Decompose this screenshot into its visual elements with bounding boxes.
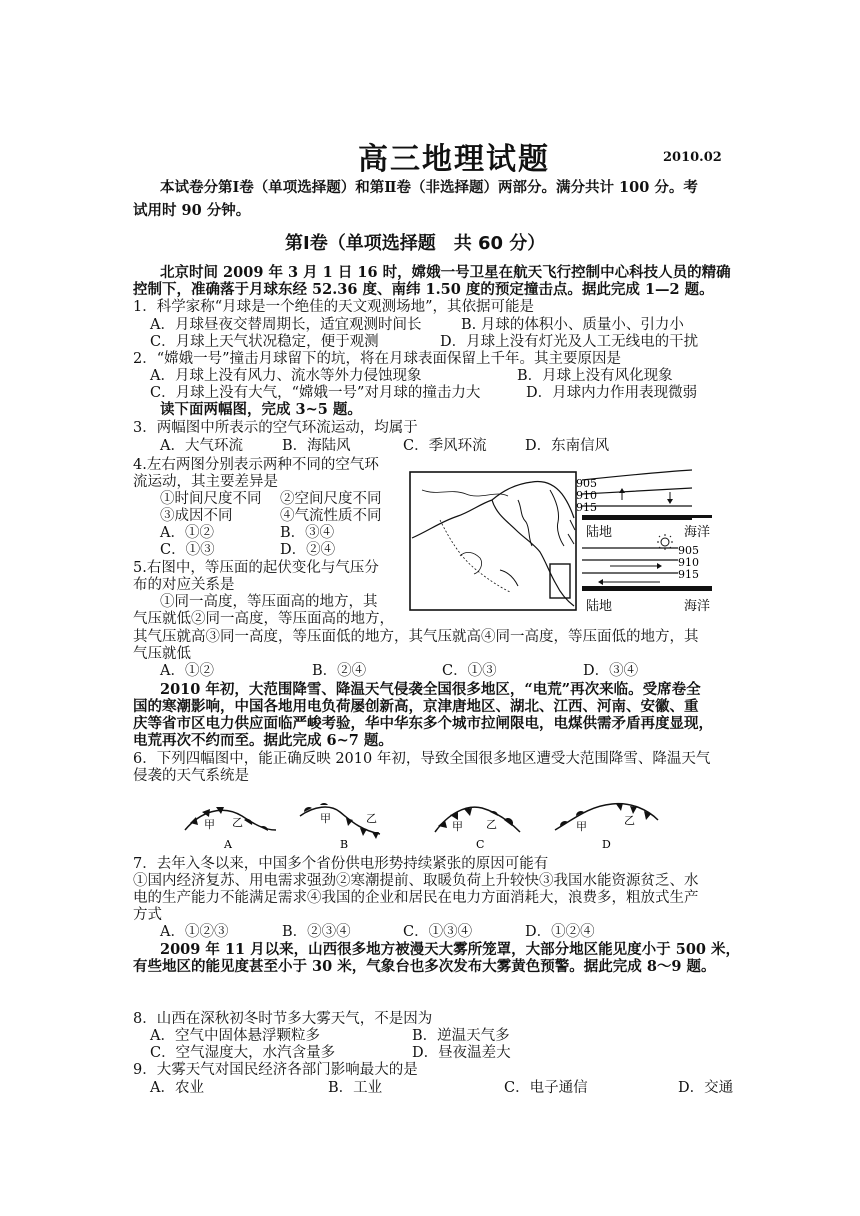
q4-stem-line-2: 流运动，其主要差异是 <box>133 474 278 490</box>
exam-date: 2010.02 <box>663 150 722 165</box>
q8-option-b: B．逆温天气多 <box>412 1028 510 1044</box>
q2-option-b: B．月球上没有风化现象 <box>517 368 673 384</box>
label-yi-a: 乙 <box>232 816 243 829</box>
isobar-top-910: 910 <box>576 489 597 502</box>
q8-stem: 8．山西在深秋初冬时节多大雾天气，不是因为 <box>133 1011 433 1027</box>
q1-stem: 1．科学家称“月球是一个绝佳的天文观测场地”，其依据可能是 <box>133 299 535 315</box>
q2-option-d: D．月球内力作用表现微弱 <box>526 385 698 401</box>
weather-system-c <box>435 807 520 851</box>
label-yi-d: 乙 <box>624 814 635 827</box>
sea-label-bottom: 海洋 <box>684 599 711 614</box>
q8-option-c: C．空气湿度大，水汽含量多 <box>150 1045 336 1061</box>
east-asia-map <box>410 472 576 610</box>
q4-option-a: A．①② <box>160 525 214 541</box>
q8-option-a: A．空气中固体悬浮颗粒多 <box>150 1028 320 1044</box>
q1-option-c: C．月球上天气状况稳定，便于观测 <box>150 334 379 350</box>
q2-option-a: A．月球上没有风力、流水等外力侵蚀现象 <box>150 368 422 384</box>
circulation-figure <box>400 460 740 620</box>
q4-item-3: ③成因不同 <box>160 508 233 524</box>
q5-stem-line-1: 5.右图中，等压面的起伏变化与气压分 <box>133 560 379 576</box>
land-label-bottom: 陆地 <box>586 599 613 614</box>
label-jia-b: 甲 <box>320 812 331 825</box>
q9-option-b: B．工业 <box>328 1080 383 1096</box>
passage-4-line-1: 2009 年 11 月以来，山西很多地方被漫天大雾所笼罩，大部分地区能见度小于 500 米， <box>160 941 741 958</box>
q5-option-b: B．②④ <box>312 663 367 679</box>
label-jia-d: 甲 <box>576 820 587 833</box>
q7-line-1: ①国内经济复苏、用电需求强劲②寒潮提前、取暖负荷上升较快③我国水能资源贫乏、水 <box>133 873 699 889</box>
label-b: B <box>340 838 349 851</box>
isobar-top-915: 915 <box>576 501 597 514</box>
label-jia-c: 甲 <box>452 820 463 833</box>
q7-option-d: D．①②④ <box>525 924 595 940</box>
q5-option-c: C．①③ <box>442 663 497 679</box>
q2-stem: 2．“嫦娥一号”撞击月球留下的坑，将在月球表面保留上千年。其主要原因是 <box>133 351 622 367</box>
q9-option-d: D．交通 <box>678 1080 734 1096</box>
q1-option-a: A．月球昼夜交替周期长，适宜观测时间长 <box>150 317 422 333</box>
q4-option-c: C．①③ <box>160 542 215 558</box>
q7-line-2: 电的生产能力不能满足需求④我国的企业和居民在电力方面消耗大，浪费多，粗放式生产 <box>133 890 699 906</box>
intro-line-2: 试用时 90 分钟。 <box>133 202 251 219</box>
passage-2: 读下面两幅图，完成 3~5 题。 <box>160 401 362 418</box>
q3-option-a: A．大气环流 <box>160 438 243 454</box>
label-d: D <box>602 838 611 851</box>
section-title: 第Ⅰ卷（单项选择题 共 60 分） <box>285 233 546 254</box>
q6-stem-line-2: 侵袭的天气系统是 <box>133 768 249 784</box>
q9-stem: 9．大雾天气对国民经济各部门影响最大的是 <box>133 1062 418 1078</box>
q3-option-c: C．季风环流 <box>403 438 487 454</box>
q3-option-d: D．东南信风 <box>525 438 610 454</box>
q5-stem-line-2: 布的对应关系是 <box>133 577 235 593</box>
q5-stem-line-4: 气压就低②同一高度，等压面高的地方， <box>133 611 394 627</box>
isobar-bottom-915: 915 <box>678 568 699 581</box>
passage-1-line-2: 控制下，准确落于月球东经 52.36 度、南纬 1.50 度的预定撞击点。据此完成 1—2 题。 <box>133 281 714 298</box>
weather-system-b <box>300 803 380 851</box>
q1-option-d: D．月球上没有灯光及人工无线电的干扰 <box>440 334 699 350</box>
intro-line-1: 本试卷分第Ⅰ卷（单项选择题）和第Ⅱ卷（非选择题）两部分。满分共计 100 分。考 <box>160 179 698 196</box>
q4-stem-line-1: 4.左右两图分别表示两种不同的空气环 <box>133 457 379 473</box>
label-a: A <box>224 838 232 851</box>
q3-option-b: B．海陆风 <box>282 438 351 454</box>
q4-item-4: ④气流性质不同 <box>280 508 382 524</box>
q4-item-2: ②空间尺度不同 <box>280 491 382 507</box>
isobar-bottom-910: 910 <box>678 556 699 569</box>
passage-3-line-1: 2010 年初，大范围降雪、降温天气侵袭全国很多地区，“电荒”再次来临。受席卷全 <box>160 681 701 698</box>
q7-stem: 7．去年入冬以来，中国多个省份供电形势持续紧张的原因可能有 <box>133 856 549 872</box>
q6-stem-line-1: 6．下列四幅图中，能正确反映 2010 年初，导致全国很多地区遭受大范围降雪、降温天气 <box>133 751 711 767</box>
q5-stem-line-3: ①同一高度，等压面高的地方，其 <box>160 594 378 610</box>
q7-line-3: 方式 <box>133 907 162 923</box>
passage-3-line-2: 国的寒潮影响，中国各地用电负荷屡创新高，京津唐地区、湖北、江西、河南、安徽、重 <box>133 698 699 715</box>
sea-label-top: 海洋 <box>684 525 711 540</box>
label-yi-b: 乙 <box>366 812 377 825</box>
passage-3-line-4: 电荒再次不约而至。据此完成 6~7 题。 <box>133 732 393 749</box>
q7-option-c: C．①③④ <box>403 924 473 940</box>
page-title: 高三地理试题 <box>358 142 550 177</box>
q2-option-c: C．月球上没有大气，“嫦娥一号”对月球的撞击力大 <box>150 385 481 401</box>
passage-4-line-2: 有些地区的能见度甚至小于 30 米，气象台也多次发布大雾黄色预警。据此完成 8～9 题。 <box>133 958 716 975</box>
q4-item-1: ①时间尺度不同 <box>160 491 262 507</box>
land-label-top: 陆地 <box>586 525 613 540</box>
q5-option-a: A．①② <box>160 663 214 679</box>
q7-option-b: B．②③④ <box>282 924 351 940</box>
label-c: C <box>476 838 485 851</box>
label-yi-c: 乙 <box>486 818 497 831</box>
q8-option-d: D．昼夜温差大 <box>412 1045 511 1061</box>
isobar-diagram-top <box>582 470 712 520</box>
q5-option-d: D．③④ <box>583 663 639 679</box>
isobar-bottom-905: 905 <box>678 544 699 557</box>
q7-option-a: A．①②③ <box>160 924 229 940</box>
q5-stem-line-6: 气压就低 <box>133 646 191 662</box>
weather-system-a <box>185 807 276 851</box>
q5-stem-line-5: 其气压就高③同一高度，等压面低的地方，其气压就高④同一高度，等压面低的地方，其 <box>133 629 699 645</box>
passage-1-line-1: 北京时间 2009 年 3 月 1 日 16 时，嫦娥一号卫星在航天飞行控制中心科技人员的精确 <box>160 264 731 281</box>
q1-option-b: B. 月球的体积小、质量小、引力小 <box>461 317 684 333</box>
isobar-top-905: 905 <box>576 477 597 490</box>
q9-option-c: C．电子通信 <box>504 1080 588 1096</box>
weather-systems-figure <box>180 790 740 852</box>
label-jia-a: 甲 <box>204 818 215 831</box>
q4-option-b: B．③④ <box>280 525 335 541</box>
q3-stem: 3．两幅图中所表示的空气环流运动，均属于 <box>133 420 418 436</box>
weather-system-d <box>555 803 658 851</box>
passage-3-line-3: 庆等省市区电力供应面临严峻考验，华中华东多个城市拉闸限电，电煤供需矛盾再度显现， <box>133 715 713 732</box>
q4-option-d: D．②④ <box>280 542 336 558</box>
q9-option-a: A．农业 <box>150 1080 204 1096</box>
